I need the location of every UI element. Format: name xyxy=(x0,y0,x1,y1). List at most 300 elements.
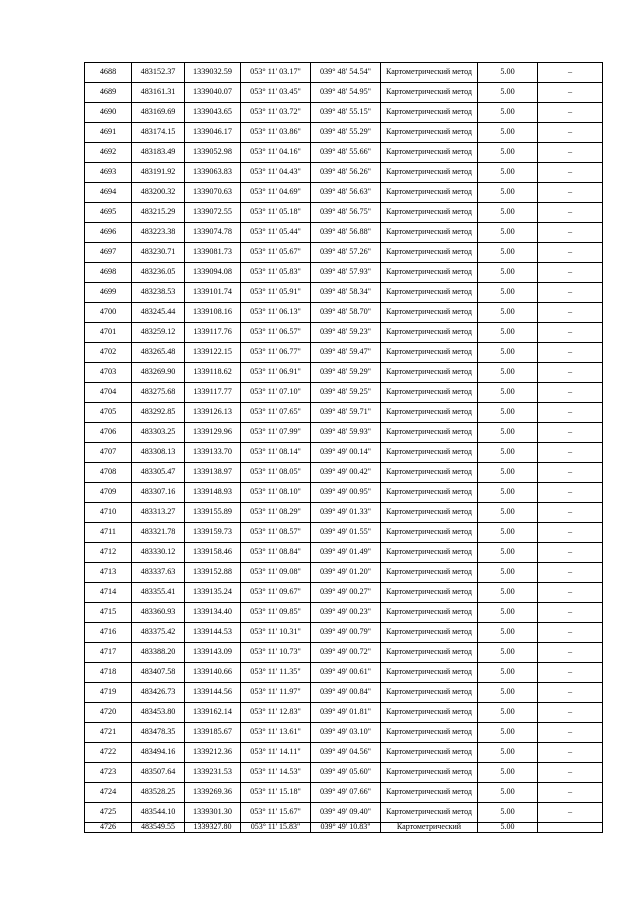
method-label: Картометрический метод xyxy=(385,447,473,457)
point-number-cell: 4700 xyxy=(85,303,132,323)
point-number-cell: 4704 xyxy=(85,383,132,403)
y-coordinate-cell: 1339108.16 xyxy=(185,303,241,323)
table-row xyxy=(85,703,603,723)
method-label: Картометрический метод xyxy=(385,727,473,737)
x-coordinate-cell: 483313.27 xyxy=(132,503,185,523)
table-body xyxy=(85,63,603,833)
description-cell: – xyxy=(538,423,603,443)
accuracy-cell: 5.00 xyxy=(478,683,538,703)
method-label: Картометрический метод xyxy=(385,187,473,197)
latitude-cell: 053° 11' 11.35" xyxy=(241,663,311,683)
method-label: Картометрический метод xyxy=(385,607,473,617)
longitude-cell: 039° 48' 58.34" xyxy=(311,283,381,303)
description-cell: – xyxy=(538,763,603,783)
longitude-cell: 039° 49' 00.23" xyxy=(311,603,381,623)
description-cell: – xyxy=(538,103,603,123)
point-number-cell: 4691 xyxy=(85,123,132,143)
point-number-cell: 4689 xyxy=(85,83,132,103)
method-cell xyxy=(381,503,478,523)
table-row xyxy=(85,503,603,523)
latitude-cell: 053° 11' 14.53" xyxy=(241,763,311,783)
latitude-cell: 053° 11' 03.17" xyxy=(241,63,311,83)
y-coordinate-cell: 1339212.36 xyxy=(185,743,241,763)
method-cell xyxy=(381,223,478,243)
x-coordinate-cell: 483407.58 xyxy=(132,663,185,683)
description-cell: – xyxy=(538,83,603,103)
point-number-cell: 4720 xyxy=(85,703,132,723)
method-cell xyxy=(381,463,478,483)
latitude-cell: 053° 11' 15.67" xyxy=(241,803,311,823)
method-cell xyxy=(381,743,478,763)
point-number-cell: 4702 xyxy=(85,343,132,363)
latitude-cell: 053° 11' 12.83" xyxy=(241,703,311,723)
method-cell xyxy=(381,183,478,203)
point-number-cell: 4699 xyxy=(85,283,132,303)
method-label: Картометрический метод xyxy=(385,347,473,357)
method-label: Картометрический xyxy=(396,822,462,831)
x-coordinate-cell: 483265.48 xyxy=(132,343,185,363)
latitude-cell: 053° 11' 10.73" xyxy=(241,643,311,663)
longitude-cell: 039° 48' 58.70" xyxy=(311,303,381,323)
method-cell xyxy=(381,123,478,143)
table-row xyxy=(85,543,603,563)
method-cell xyxy=(381,163,478,183)
point-number-cell: 4698 xyxy=(85,263,132,283)
longitude-cell: 039° 49' 07.66" xyxy=(311,783,381,803)
point-number-cell: 4701 xyxy=(85,323,132,343)
method-label: Картометрический метод xyxy=(385,667,473,677)
y-coordinate-cell: 1339158.46 xyxy=(185,543,241,563)
y-coordinate-cell: 1339162.14 xyxy=(185,703,241,723)
method-cell xyxy=(381,63,478,83)
point-number-cell: 4711 xyxy=(85,523,132,543)
longitude-cell: 039° 48' 59.93" xyxy=(311,423,381,443)
x-coordinate-cell: 483549.55 xyxy=(132,823,185,833)
accuracy-cell: 5.00 xyxy=(478,363,538,383)
point-number-cell: 4692 xyxy=(85,143,132,163)
y-coordinate-cell: 1339140.66 xyxy=(185,663,241,683)
method-label: Картометрический метод xyxy=(385,767,473,777)
latitude-cell: 053° 11' 04.16" xyxy=(241,143,311,163)
description-cell: – xyxy=(538,243,603,263)
table-row xyxy=(85,343,603,363)
accuracy-cell: 5.00 xyxy=(478,323,538,343)
x-coordinate-cell: 483494.16 xyxy=(132,743,185,763)
table-row xyxy=(85,483,603,503)
method-label: Картометрический метод xyxy=(385,327,473,337)
x-coordinate-cell: 483161.31 xyxy=(132,83,185,103)
description-cell: – xyxy=(538,623,603,643)
method-label: Картометрический метод xyxy=(385,627,473,637)
latitude-cell: 053° 11' 09.67" xyxy=(241,583,311,603)
description-cell: – xyxy=(538,183,603,203)
longitude-cell: 039° 49' 04.56" xyxy=(311,743,381,763)
y-coordinate-cell: 1339185.67 xyxy=(185,723,241,743)
x-coordinate-cell: 483200.32 xyxy=(132,183,185,203)
longitude-cell: 039° 48' 55.15" xyxy=(311,103,381,123)
y-coordinate-cell: 1339040.07 xyxy=(185,83,241,103)
method-label: Картометрический метод xyxy=(385,527,473,537)
point-number-cell: 4710 xyxy=(85,503,132,523)
method-label: Картометрический метод xyxy=(385,487,473,497)
latitude-cell: 053° 11' 08.14" xyxy=(241,443,311,463)
latitude-cell: 053° 11' 06.91" xyxy=(241,363,311,383)
latitude-cell: 053° 11' 05.91" xyxy=(241,283,311,303)
description-cell: – xyxy=(538,463,603,483)
method-cell xyxy=(381,703,478,723)
accuracy-cell: 5.00 xyxy=(478,483,538,503)
y-coordinate-cell: 1339135.24 xyxy=(185,583,241,603)
table-row xyxy=(85,743,603,763)
method-cell xyxy=(381,303,478,323)
point-number-cell: 4721 xyxy=(85,723,132,743)
accuracy-cell: 5.00 xyxy=(478,303,538,323)
latitude-cell: 053° 11' 11.97" xyxy=(241,683,311,703)
latitude-cell: 053° 11' 10.31" xyxy=(241,623,311,643)
accuracy-cell: 5.00 xyxy=(478,783,538,803)
latitude-cell: 053° 11' 06.57" xyxy=(241,323,311,343)
longitude-cell: 039° 48' 59.47" xyxy=(311,343,381,363)
method-label: Картометрический метод xyxy=(385,427,473,437)
accuracy-cell: 5.00 xyxy=(478,343,538,363)
table-row xyxy=(85,63,603,83)
coordinates-table xyxy=(84,62,603,833)
point-number-cell: 4690 xyxy=(85,103,132,123)
method-label: Картометрический метод xyxy=(385,787,473,797)
longitude-cell: 039° 49' 00.14" xyxy=(311,443,381,463)
longitude-cell: 039° 49' 00.95" xyxy=(311,483,381,503)
method-label: Картометрический метод xyxy=(385,167,473,177)
latitude-cell: 053° 11' 07.65" xyxy=(241,403,311,423)
x-coordinate-cell: 483169.69 xyxy=(132,103,185,123)
description-cell: – xyxy=(538,563,603,583)
table-row xyxy=(85,203,603,223)
point-number-cell: 4688 xyxy=(85,63,132,83)
method-label: Картометрический метод xyxy=(385,287,473,297)
table-row xyxy=(85,423,603,443)
method-cell xyxy=(381,563,478,583)
description-cell xyxy=(538,823,603,833)
x-coordinate-cell: 483360.93 xyxy=(132,603,185,623)
longitude-cell: 039° 48' 59.25" xyxy=(311,383,381,403)
method-label: Картометрический метод xyxy=(385,407,473,417)
x-coordinate-cell: 483245.44 xyxy=(132,303,185,323)
y-coordinate-cell: 1339134.40 xyxy=(185,603,241,623)
table-row xyxy=(85,103,603,123)
point-number-cell: 4708 xyxy=(85,463,132,483)
point-number-cell: 4714 xyxy=(85,583,132,603)
x-coordinate-cell: 483388.20 xyxy=(132,643,185,663)
y-coordinate-cell: 1339070.63 xyxy=(185,183,241,203)
x-coordinate-cell: 483355.41 xyxy=(132,583,185,603)
longitude-cell: 039° 49' 01.33" xyxy=(311,503,381,523)
accuracy-cell: 5.00 xyxy=(478,63,538,83)
description-cell: – xyxy=(538,723,603,743)
description-cell: – xyxy=(538,743,603,763)
description-cell: – xyxy=(538,303,603,323)
x-coordinate-cell: 483223.38 xyxy=(132,223,185,243)
longitude-cell: 039° 49' 00.27" xyxy=(311,583,381,603)
accuracy-cell: 5.00 xyxy=(478,83,538,103)
longitude-cell: 039° 49' 09.40" xyxy=(311,803,381,823)
x-coordinate-cell: 483303.25 xyxy=(132,423,185,443)
method-label: Картометрический метод xyxy=(385,387,473,397)
x-coordinate-cell: 483321.78 xyxy=(132,523,185,543)
accuracy-cell: 5.00 xyxy=(478,263,538,283)
x-coordinate-cell: 483215.29 xyxy=(132,203,185,223)
longitude-cell: 039° 49' 01.81" xyxy=(311,703,381,723)
table-row xyxy=(85,683,603,703)
table-row xyxy=(85,463,603,483)
method-label: Картометрический метод xyxy=(385,127,473,137)
x-coordinate-cell: 483174.15 xyxy=(132,123,185,143)
method-label: Картометрический метод xyxy=(385,147,473,157)
longitude-cell: 039° 49' 05.60" xyxy=(311,763,381,783)
y-coordinate-cell: 1339117.77 xyxy=(185,383,241,403)
description-cell: – xyxy=(538,363,603,383)
longitude-cell: 039° 49' 10.83" xyxy=(311,823,381,833)
y-coordinate-cell: 1339159.73 xyxy=(185,523,241,543)
y-coordinate-cell: 1339101.74 xyxy=(185,283,241,303)
table-row xyxy=(85,583,603,603)
point-number-cell: 4695 xyxy=(85,203,132,223)
point-number-cell: 4694 xyxy=(85,183,132,203)
table-row xyxy=(85,443,603,463)
table-row xyxy=(85,403,603,423)
latitude-cell: 053° 11' 06.13" xyxy=(241,303,311,323)
accuracy-cell: 5.00 xyxy=(478,643,538,663)
accuracy-cell: 5.00 xyxy=(478,283,538,303)
accuracy-cell: 5.00 xyxy=(478,543,538,563)
x-coordinate-cell: 483259.12 xyxy=(132,323,185,343)
table-row xyxy=(85,823,603,833)
description-cell: – xyxy=(538,703,603,723)
y-coordinate-cell: 1339081.73 xyxy=(185,243,241,263)
y-coordinate-cell: 1339052.98 xyxy=(185,143,241,163)
table-row xyxy=(85,663,603,683)
x-coordinate-cell: 483230.71 xyxy=(132,243,185,263)
longitude-cell: 039° 48' 57.93" xyxy=(311,263,381,283)
longitude-cell: 039° 48' 56.63" xyxy=(311,183,381,203)
x-coordinate-cell: 483236.05 xyxy=(132,263,185,283)
latitude-cell: 053° 11' 06.77" xyxy=(241,343,311,363)
accuracy-cell: 5.00 xyxy=(478,703,538,723)
table-row xyxy=(85,383,603,403)
accuracy-cell: 5.00 xyxy=(478,223,538,243)
accuracy-cell: 5.00 xyxy=(478,403,538,423)
point-number-cell: 4706 xyxy=(85,423,132,443)
x-coordinate-cell: 483544.10 xyxy=(132,803,185,823)
longitude-cell: 039° 48' 54.54" xyxy=(311,63,381,83)
method-label: Картометрический метод xyxy=(385,67,473,77)
accuracy-cell: 5.00 xyxy=(478,623,538,643)
description-cell: – xyxy=(538,663,603,683)
longitude-cell: 039° 48' 59.23" xyxy=(311,323,381,343)
method-cell xyxy=(381,83,478,103)
point-number-cell: 4726 xyxy=(85,823,132,833)
method-cell xyxy=(381,683,478,703)
method-cell xyxy=(381,523,478,543)
method-label: Картометрический метод xyxy=(385,587,473,597)
description-cell: – xyxy=(538,163,603,183)
method-label: Картометрический метод xyxy=(385,707,473,717)
point-number-cell: 4697 xyxy=(85,243,132,263)
point-number-cell: 4724 xyxy=(85,783,132,803)
latitude-cell: 053° 11' 08.29" xyxy=(241,503,311,523)
table-row xyxy=(85,163,603,183)
method-label: Картометрический метод xyxy=(385,747,473,757)
latitude-cell: 053° 11' 13.61" xyxy=(241,723,311,743)
x-coordinate-cell: 483375.42 xyxy=(132,623,185,643)
method-cell xyxy=(381,323,478,343)
point-number-cell: 4712 xyxy=(85,543,132,563)
latitude-cell: 053° 11' 08.84" xyxy=(241,543,311,563)
x-coordinate-cell: 483478.35 xyxy=(132,723,185,743)
point-number-cell: 4693 xyxy=(85,163,132,183)
y-coordinate-cell: 1339133.70 xyxy=(185,443,241,463)
table-row xyxy=(85,723,603,743)
point-number-cell: 4713 xyxy=(85,563,132,583)
table-row xyxy=(85,323,603,343)
point-number-cell: 4696 xyxy=(85,223,132,243)
latitude-cell: 053° 11' 15.18" xyxy=(241,783,311,803)
x-coordinate-cell: 483275.68 xyxy=(132,383,185,403)
method-cell xyxy=(381,603,478,623)
accuracy-cell: 5.00 xyxy=(478,183,538,203)
description-cell: – xyxy=(538,123,603,143)
method-label: Картометрический метод xyxy=(385,807,473,817)
latitude-cell: 053° 11' 04.69" xyxy=(241,183,311,203)
y-coordinate-cell: 1339117.76 xyxy=(185,323,241,343)
method-label: Картометрический метод xyxy=(385,247,473,257)
description-cell: – xyxy=(538,63,603,83)
method-cell xyxy=(381,483,478,503)
table-row xyxy=(85,243,603,263)
description-cell: – xyxy=(538,543,603,563)
y-coordinate-cell: 1339152.88 xyxy=(185,563,241,583)
latitude-cell: 053° 11' 03.72" xyxy=(241,103,311,123)
accuracy-cell: 5.00 xyxy=(478,723,538,743)
description-cell: – xyxy=(538,203,603,223)
latitude-cell: 053° 11' 14.11" xyxy=(241,743,311,763)
method-cell xyxy=(381,143,478,163)
point-number-cell: 4723 xyxy=(85,763,132,783)
x-coordinate-cell: 483307.16 xyxy=(132,483,185,503)
description-cell: – xyxy=(538,383,603,403)
y-coordinate-cell: 1339301.30 xyxy=(185,803,241,823)
method-label: Картометрический метод xyxy=(385,307,473,317)
y-coordinate-cell: 1339063.83 xyxy=(185,163,241,183)
table-row xyxy=(85,223,603,243)
accuracy-cell: 5.00 xyxy=(478,443,538,463)
latitude-cell: 053° 11' 05.44" xyxy=(241,223,311,243)
description-cell: – xyxy=(538,783,603,803)
longitude-cell: 039° 49' 00.79" xyxy=(311,623,381,643)
description-cell: – xyxy=(538,523,603,543)
method-cell xyxy=(381,363,478,383)
method-label: Картометрический метод xyxy=(385,227,473,237)
point-number-cell: 4722 xyxy=(85,743,132,763)
method-cell xyxy=(381,383,478,403)
x-coordinate-cell: 483191.92 xyxy=(132,163,185,183)
method-label: Картометрический метод xyxy=(385,547,473,557)
accuracy-cell: 5.00 xyxy=(478,143,538,163)
point-number-cell: 4715 xyxy=(85,603,132,623)
latitude-cell: 053° 11' 07.10" xyxy=(241,383,311,403)
description-cell: – xyxy=(538,483,603,503)
longitude-cell: 039° 48' 54.95" xyxy=(311,83,381,103)
accuracy-cell: 5.00 xyxy=(478,563,538,583)
accuracy-cell: 5.00 xyxy=(478,603,538,623)
accuracy-cell: 5.00 xyxy=(478,423,538,443)
table-row xyxy=(85,523,603,543)
table-row xyxy=(85,763,603,783)
longitude-cell: 039° 48' 59.71" xyxy=(311,403,381,423)
method-label: Картометрический метод xyxy=(385,647,473,657)
description-cell: – xyxy=(538,323,603,343)
latitude-cell: 053° 11' 07.99" xyxy=(241,423,311,443)
method-cell xyxy=(381,763,478,783)
method-label: Картометрический метод xyxy=(385,507,473,517)
y-coordinate-cell: 1339144.56 xyxy=(185,683,241,703)
x-coordinate-cell: 483453.80 xyxy=(132,703,185,723)
x-coordinate-cell: 483330.12 xyxy=(132,543,185,563)
method-label: Картометрический метод xyxy=(385,207,473,217)
y-coordinate-cell: 1339231.53 xyxy=(185,763,241,783)
y-coordinate-cell: 1339269.36 xyxy=(185,783,241,803)
y-coordinate-cell: 1339148.93 xyxy=(185,483,241,503)
latitude-cell: 053° 11' 05.18" xyxy=(241,203,311,223)
y-coordinate-cell: 1339138.97 xyxy=(185,463,241,483)
description-cell: – xyxy=(538,283,603,303)
method-cell xyxy=(381,103,478,123)
point-number-cell: 4709 xyxy=(85,483,132,503)
method-cell xyxy=(381,343,478,363)
longitude-cell: 039° 48' 55.66" xyxy=(311,143,381,163)
latitude-cell: 053° 11' 05.83" xyxy=(241,263,311,283)
method-label: Картометрический метод xyxy=(385,267,473,277)
method-cell xyxy=(381,783,478,803)
method-label: Картометрический метод xyxy=(385,87,473,97)
method-label: Картометрический метод xyxy=(385,367,473,377)
method-cell xyxy=(381,583,478,603)
method-cell xyxy=(381,543,478,563)
table-row xyxy=(85,563,603,583)
method-label: Картометрический метод xyxy=(385,107,473,117)
method-cell xyxy=(381,823,478,833)
x-coordinate-cell: 483183.49 xyxy=(132,143,185,163)
x-coordinate-cell: 483426.73 xyxy=(132,683,185,703)
longitude-cell: 039° 49' 00.61" xyxy=(311,663,381,683)
accuracy-cell: 5.00 xyxy=(478,823,538,833)
accuracy-cell: 5.00 xyxy=(478,243,538,263)
table-row xyxy=(85,123,603,143)
y-coordinate-cell: 1339126.13 xyxy=(185,403,241,423)
longitude-cell: 039° 48' 55.29" xyxy=(311,123,381,143)
latitude-cell: 053° 11' 05.67" xyxy=(241,243,311,263)
accuracy-cell: 5.00 xyxy=(478,803,538,823)
x-coordinate-cell: 483507.64 xyxy=(132,763,185,783)
method-cell xyxy=(381,403,478,423)
description-cell: – xyxy=(538,643,603,663)
y-coordinate-cell: 1339327.80 xyxy=(185,823,241,833)
method-cell xyxy=(381,283,478,303)
latitude-cell: 053° 11' 09.85" xyxy=(241,603,311,623)
table-row xyxy=(85,143,603,163)
method-cell xyxy=(381,203,478,223)
accuracy-cell: 5.00 xyxy=(478,583,538,603)
point-number-cell: 4703 xyxy=(85,363,132,383)
